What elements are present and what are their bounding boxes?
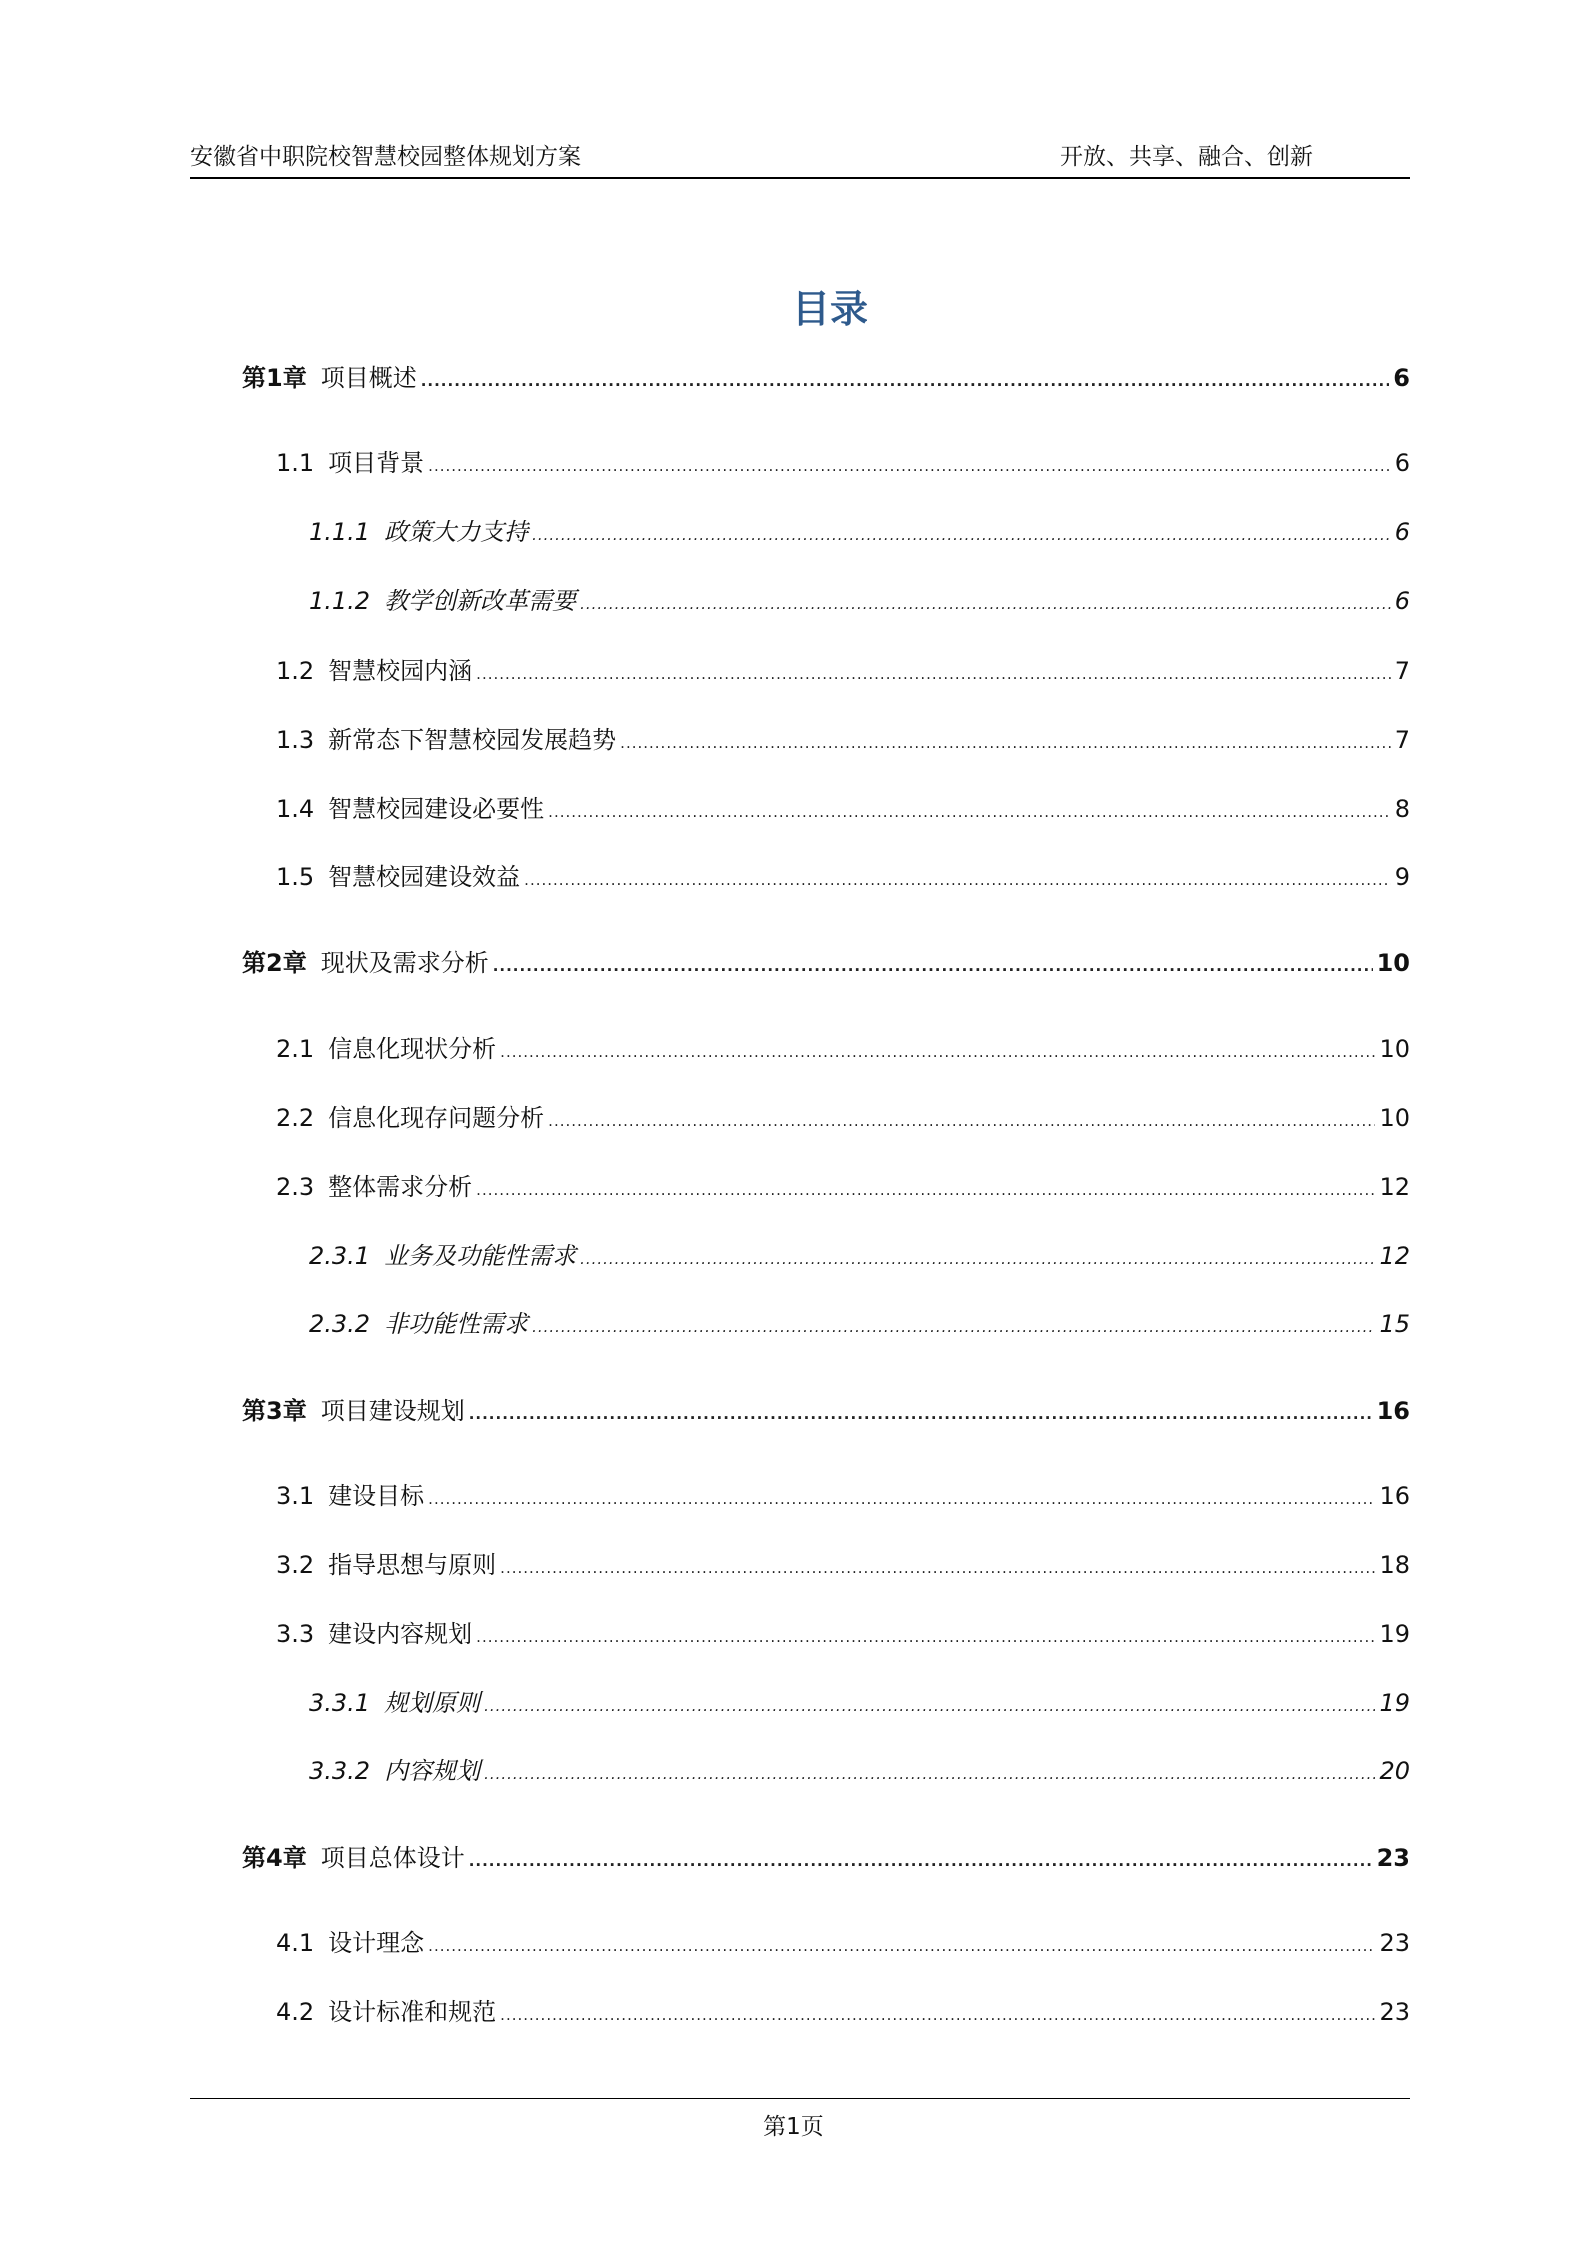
toc-leader-dots bbox=[484, 1765, 1375, 1783]
toc-entry-number: 第3章 bbox=[242, 1397, 307, 1425]
toc-entry[interactable] bbox=[276, 1923, 1410, 1958]
toc-entry-number: 2.3 bbox=[276, 1173, 315, 1201]
toc-leader-dots bbox=[428, 1937, 1375, 1955]
toc-entry-page: 20 bbox=[1379, 1757, 1410, 1785]
toc-entry-page: 23 bbox=[1379, 1998, 1410, 2026]
toc-entry-number: 3.3 bbox=[276, 1620, 315, 1648]
toc-entry-number: 第4章 bbox=[242, 1844, 307, 1872]
toc-entry[interactable] bbox=[276, 857, 1410, 892]
toc-entry-page: 18 bbox=[1379, 1551, 1410, 1579]
toc-entry-number: 1.5 bbox=[276, 863, 315, 891]
toc-entry-title: 智慧校园建设效益 bbox=[328, 863, 521, 891]
toc-entry-number: 3.1 bbox=[276, 1482, 315, 1510]
toc-leader-dots bbox=[500, 2006, 1375, 2024]
toc-entry-number: 2.1 bbox=[276, 1035, 315, 1063]
toc-entry-title: 政策大力支持 bbox=[384, 518, 529, 546]
toc-entry-page: 12 bbox=[1379, 1173, 1410, 1201]
toc-entry[interactable] bbox=[276, 443, 1410, 478]
toc-entry-title: 智慧校园建设必要性 bbox=[328, 795, 545, 823]
toc-entry-title: 指导思想与原则 bbox=[328, 1551, 497, 1579]
toc-entry[interactable] bbox=[242, 1838, 1410, 1873]
toc-entry-page: 10 bbox=[1376, 949, 1410, 977]
toc-entry[interactable] bbox=[309, 1236, 1410, 1271]
toc-entry[interactable] bbox=[276, 1545, 1410, 1580]
toc-entry-page: 19 bbox=[1379, 1620, 1410, 1648]
toc-entry[interactable] bbox=[309, 1751, 1410, 1786]
toc-leader-dots bbox=[580, 1250, 1375, 1268]
toc-leader-dots bbox=[548, 803, 1391, 821]
toc-entry-title: 信息化现状分析 bbox=[328, 1035, 497, 1063]
toc-entry-page: 16 bbox=[1376, 1397, 1410, 1425]
header-slogan: 开放、共享、融合、创新 bbox=[1060, 144, 1313, 170]
toc-entry-page: 7 bbox=[1394, 726, 1410, 754]
toc-entry-number: 1.3 bbox=[276, 726, 315, 754]
toc-leader-dots bbox=[500, 1043, 1375, 1061]
toc-entry-number: 1.1 bbox=[276, 449, 315, 477]
toc-leader-dots bbox=[484, 1697, 1375, 1715]
toc-entry-number: 1.1.2 bbox=[309, 587, 371, 615]
toc-entry-title: 建设目标 bbox=[328, 1482, 425, 1510]
toc-entry-number: 2.3.1 bbox=[309, 1242, 371, 1270]
toc-leader-dots bbox=[580, 595, 1391, 613]
toc-entry-number: 4.2 bbox=[276, 1998, 315, 2026]
toc-entry-title: 内容规划 bbox=[384, 1757, 481, 1785]
toc-entry-title: 项目背景 bbox=[328, 449, 425, 477]
toc-leader-dots bbox=[500, 1559, 1375, 1577]
toc-entry-title: 业务及功能性需求 bbox=[384, 1242, 577, 1270]
toc-entry[interactable] bbox=[276, 1098, 1410, 1133]
toc-title: 目录 bbox=[791, 287, 868, 331]
toc-entry[interactable] bbox=[242, 1391, 1410, 1426]
toc-entry-page: 16 bbox=[1379, 1482, 1410, 1510]
toc-entry[interactable] bbox=[276, 789, 1410, 824]
toc-entry[interactable] bbox=[309, 1683, 1410, 1718]
toc-entry-number: 2.2 bbox=[276, 1104, 315, 1132]
toc-entry-title: 项目概述 bbox=[320, 364, 417, 392]
toc-entry[interactable] bbox=[276, 1476, 1410, 1511]
toc-entry-page: 23 bbox=[1379, 1929, 1410, 1957]
toc-entry[interactable] bbox=[276, 1992, 1410, 2027]
toc-entry-title: 整体需求分析 bbox=[328, 1173, 473, 1201]
toc-entry[interactable] bbox=[309, 581, 1410, 616]
toc-entry-page: 9 bbox=[1394, 863, 1410, 891]
toc-entry-number: 1.2 bbox=[276, 657, 315, 685]
toc-leader-dots bbox=[620, 734, 1391, 752]
toc-entry-title: 设计标准和规范 bbox=[328, 1998, 497, 2026]
toc-entry-page: 7 bbox=[1394, 657, 1410, 685]
toc-entry-page: 6 bbox=[1393, 364, 1410, 392]
toc-entry-number: 1.4 bbox=[276, 795, 315, 823]
toc-entry-title: 新常态下智慧校园发展趋势 bbox=[328, 726, 617, 754]
toc-leader-dots bbox=[532, 1318, 1375, 1336]
toc-entry-title: 建设内容规划 bbox=[328, 1620, 473, 1648]
toc-entry[interactable] bbox=[309, 512, 1410, 547]
toc-leader-dots bbox=[421, 372, 1390, 390]
toc-entry[interactable] bbox=[242, 943, 1410, 978]
toc-entry-number: 第1章 bbox=[242, 364, 307, 392]
toc-entry-page: 10 bbox=[1379, 1035, 1410, 1063]
toc-entry-title: 智慧校园内涵 bbox=[328, 657, 473, 685]
toc-entry[interactable] bbox=[276, 1614, 1410, 1649]
toc-entry-number: 3.2 bbox=[276, 1551, 315, 1579]
toc-entry-page: 6 bbox=[1394, 518, 1410, 546]
toc-entry-title: 设计理念 bbox=[328, 1929, 425, 1957]
toc-entry-title: 信息化现存问题分析 bbox=[328, 1104, 545, 1132]
toc-entry-page: 6 bbox=[1394, 587, 1410, 615]
toc-leader-dots bbox=[476, 1181, 1375, 1199]
toc-leader-dots bbox=[428, 1490, 1375, 1508]
toc-entry-title: 规划原则 bbox=[384, 1689, 481, 1717]
toc-entry-number: 3.3.1 bbox=[309, 1689, 371, 1717]
toc-entry-number: 2.3.2 bbox=[309, 1310, 371, 1338]
toc-entry-page: 15 bbox=[1379, 1310, 1410, 1338]
toc-entry[interactable] bbox=[242, 358, 1410, 393]
toc-entry-number: 4.1 bbox=[276, 1929, 315, 1957]
toc-leader-dots bbox=[476, 1628, 1375, 1646]
page-number: 第1页 bbox=[763, 2114, 824, 2140]
toc-leader-dots bbox=[428, 457, 1391, 475]
toc-leader-dots bbox=[524, 871, 1391, 889]
toc-entry[interactable] bbox=[309, 1304, 1410, 1339]
toc-entry-page: 23 bbox=[1376, 1844, 1410, 1872]
header-document-title: 安徽省中职院校智慧校园整体规划方案 bbox=[190, 144, 581, 170]
toc-entry-page: 12 bbox=[1379, 1242, 1410, 1270]
toc-entry-number: 1.1.1 bbox=[309, 518, 371, 546]
header-rule bbox=[190, 177, 1410, 179]
toc-entry-page: 10 bbox=[1379, 1104, 1410, 1132]
toc-entry-number: 3.3.2 bbox=[309, 1757, 371, 1785]
toc-entry-number: 第2章 bbox=[242, 949, 307, 977]
toc-entry-title: 非功能性需求 bbox=[384, 1310, 529, 1338]
toc-entry[interactable] bbox=[276, 651, 1410, 686]
toc-entry-page: 8 bbox=[1394, 795, 1410, 823]
footer-rule bbox=[190, 2098, 1410, 2099]
toc-leader-dots bbox=[476, 665, 1391, 683]
toc-entry-title: 项目建设规划 bbox=[320, 1397, 465, 1425]
toc-leader-dots bbox=[469, 1405, 1373, 1423]
toc-leader-dots bbox=[469, 1852, 1373, 1870]
toc-leader-dots bbox=[548, 1112, 1375, 1130]
toc-entry[interactable] bbox=[276, 1167, 1410, 1202]
toc-entry-title: 教学创新改革需要 bbox=[384, 587, 577, 615]
toc-entry[interactable] bbox=[276, 720, 1410, 755]
toc-leader-dots bbox=[532, 526, 1391, 544]
toc-leader-dots bbox=[493, 957, 1373, 975]
toc-entry[interactable] bbox=[276, 1029, 1410, 1064]
toc-entry-title: 现状及需求分析 bbox=[320, 949, 489, 977]
toc-entry-page: 19 bbox=[1379, 1689, 1410, 1717]
toc-entry-page: 6 bbox=[1394, 449, 1410, 477]
toc-entry-title: 项目总体设计 bbox=[320, 1844, 465, 1872]
